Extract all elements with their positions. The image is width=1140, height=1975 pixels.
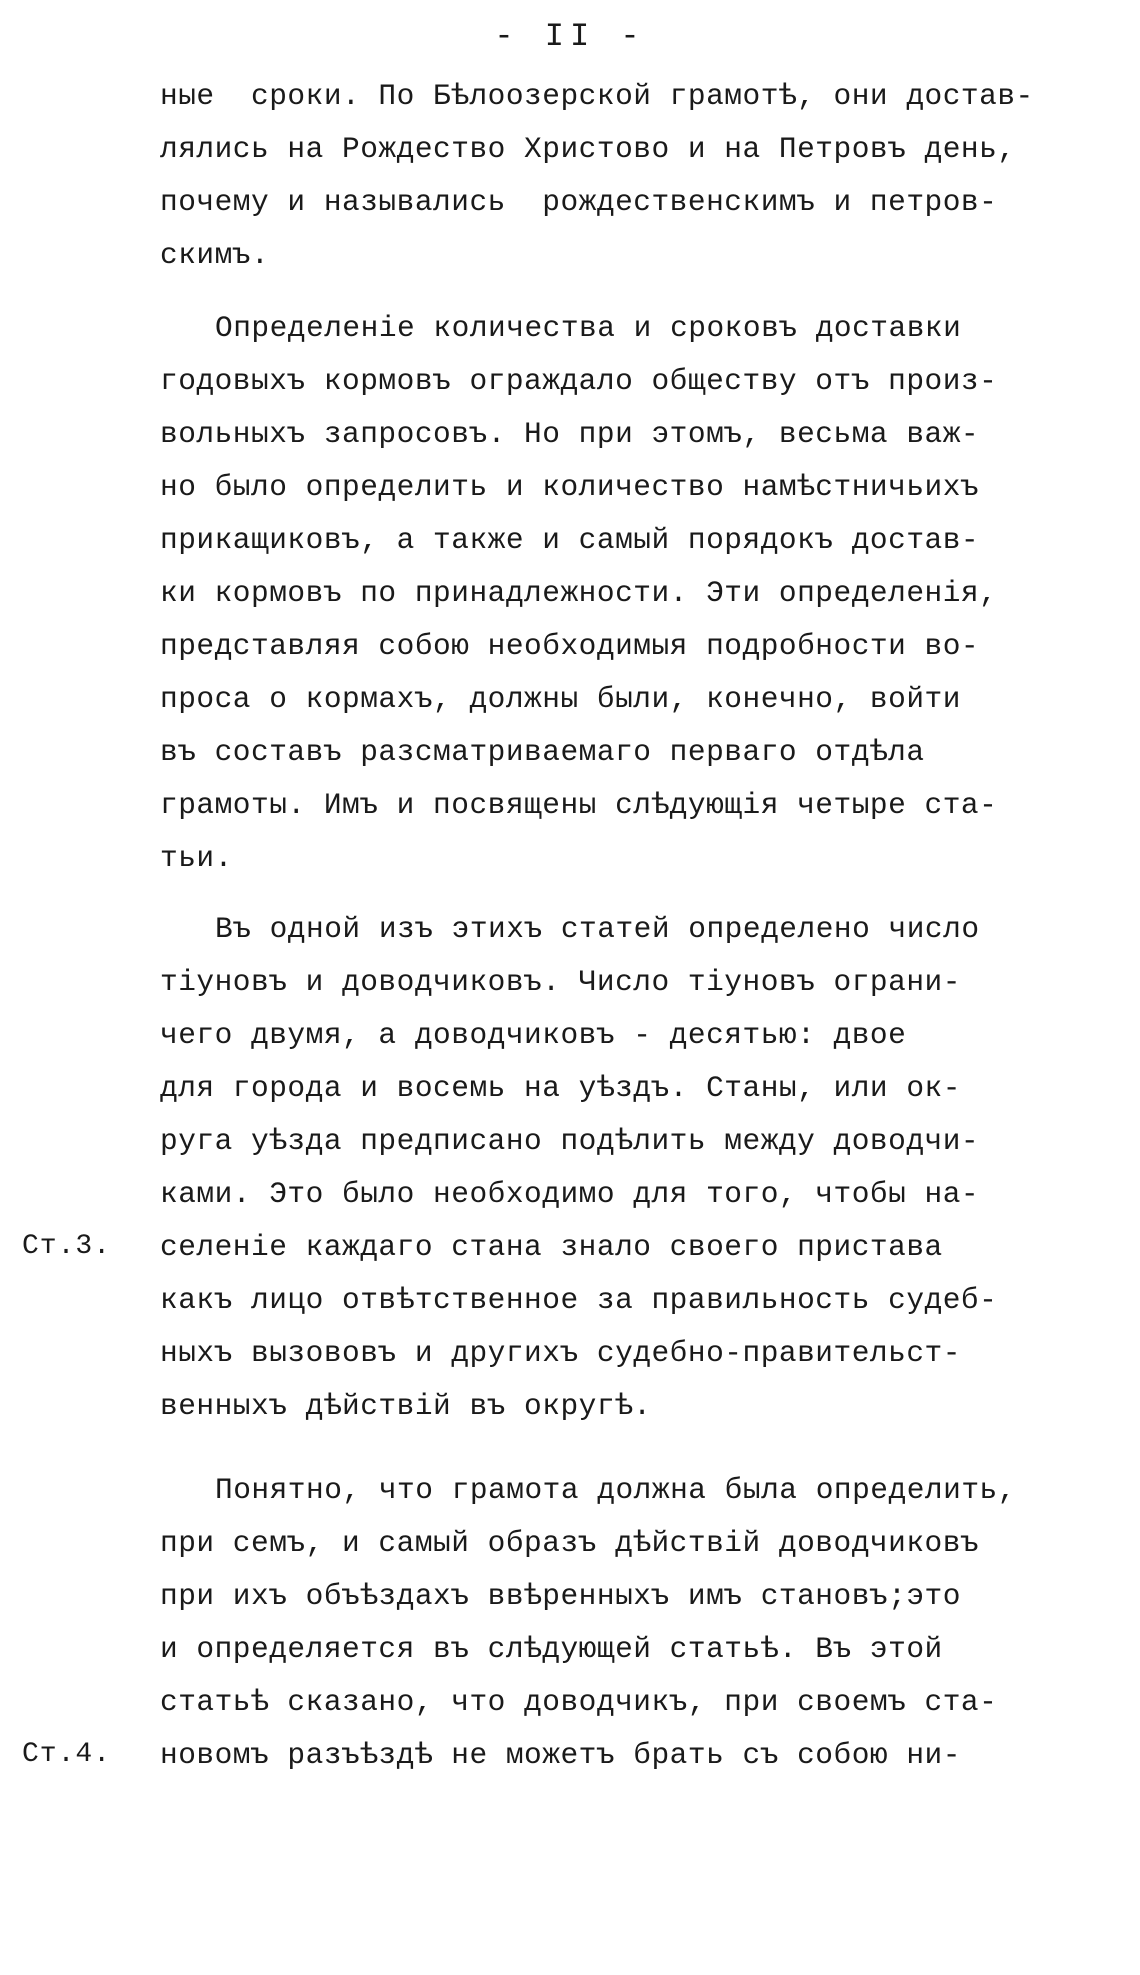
text-line: ные сроки. По Бѣлоозерской грамотѣ, они достав- — [160, 79, 1034, 113]
text-line: новомъ разъѣздѣ не можетъ брать съ собою ни- — [160, 1738, 961, 1772]
text-line: представляя собою необходимыя подробности во- — [160, 629, 980, 663]
text-line: какъ лицо отвѣтственное за правильность судеб- — [160, 1283, 998, 1317]
text-line: Определеніе количества и сроковъ доставки — [215, 311, 962, 345]
text-line: почему и назывались рождественскимъ и петров- — [160, 185, 998, 219]
text-line: ныхъ вызововъ и другихъ судебно-правительст- — [160, 1336, 961, 1370]
text-line: тьи. — [160, 841, 233, 875]
text-line: скимъ. — [160, 238, 270, 272]
text-line: селеніе каждаго стана зналo своего пристава — [160, 1230, 943, 1264]
text-line: годовыхъ кормовъ ограждало обществу отъ произ- — [160, 364, 998, 398]
text-line: тіуновъ и доводчиковъ. Число тіуновъ ограни- — [160, 965, 961, 999]
text-line: грамоты. Имъ и посвящены слѣдующія четыре ста- — [160, 788, 998, 822]
text-line: для города и восемь на уѣздъ. Станы, или ок- — [160, 1071, 961, 1105]
text-line: въ составъ разсматриваемаго перваго отдѣла — [160, 735, 925, 769]
margin-note: Ст.3. — [22, 1231, 112, 1262]
text-line: проса о кормахъ, должны были, конечно, войти — [160, 682, 961, 716]
text-line: руга уѣзда предписано подѣлить между доводчи- — [160, 1124, 980, 1158]
text-line: прикащиковъ, а также и самый порядокъ достав- — [160, 523, 980, 557]
margin-note: Ст.4. — [22, 1739, 112, 1770]
text-line: вольныхъ запросовъ. Но при этомъ, весьма важ- — [160, 417, 980, 451]
text-line: лялись на Рождество Христово и на Петровъ день, — [160, 132, 1016, 166]
text-line: и определяется въ слѣдующей статьѣ. Въ этой — [160, 1632, 943, 1666]
text-line: при ихъ объѣздахъ ввѣренныхъ имъ становъ;это — [160, 1579, 961, 1613]
text-line: венныхъ дѣйствій въ округѣ. — [160, 1389, 652, 1423]
text-line: Въ одной изъ этихъ статей определено число — [215, 912, 980, 946]
page-number: - II - — [494, 18, 646, 55]
text-line: статьѣ сказано, что доводчикъ, при своемъ ста- — [160, 1685, 998, 1719]
text-line: чего двумя, а доводчиковъ - десятью: двое — [160, 1018, 907, 1052]
text-line: при семъ, и самый образъ дѣйствій доводчиковъ — [160, 1526, 980, 1560]
text-line: ки кормовъ по принадлежности. Эти определенія, — [160, 576, 998, 610]
text-line: ками. Это было необходимо для того, чтобы на- — [160, 1177, 980, 1211]
text-line: Понятно, что грамота должна была определить, — [215, 1473, 1016, 1507]
text-line: но было определить и количество намѣстничьихъ — [160, 470, 980, 504]
